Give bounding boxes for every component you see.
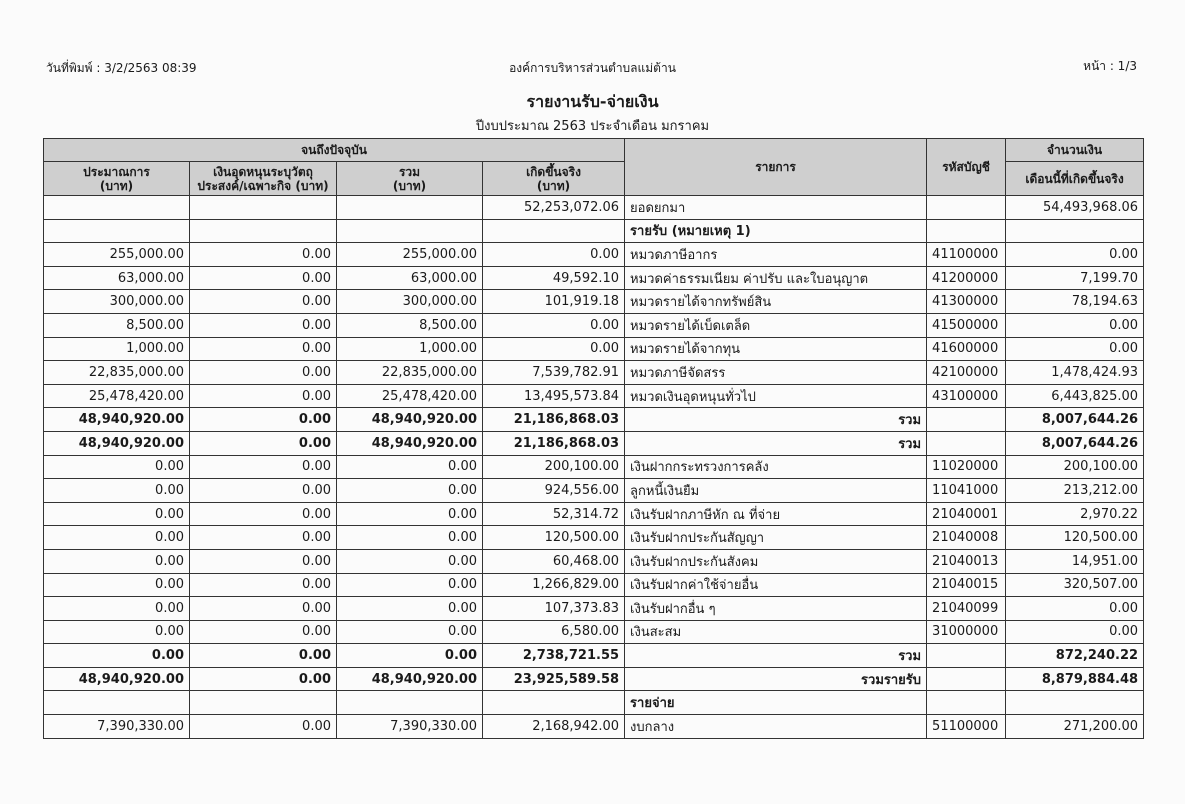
table-row	[44, 219, 1144, 243]
cell-this-month	[1006, 691, 1144, 715]
cell-estimate: 48,940,920.00	[44, 408, 190, 432]
table-row	[44, 479, 1144, 503]
cell-subsidy: 0.00	[190, 431, 337, 455]
cell-subsidy: 0.00	[190, 408, 337, 432]
cell-subsidy: 0.00	[190, 620, 337, 644]
cell-item: เงินรับฝากประกันสัญญา	[625, 526, 927, 550]
cell-this-month: 8,007,644.26	[1006, 408, 1144, 432]
print-date: วันที่พิมพ์ : 3/2/2563 08:39	[46, 61, 197, 75]
cell-actual: 120,500.00	[483, 526, 625, 550]
cell-item: รายจ่าย	[625, 691, 927, 715]
cell-actual: 0.00	[483, 337, 625, 361]
cell-account-code	[927, 667, 1006, 691]
table-row	[44, 290, 1144, 314]
cell-account-code: 41500000	[927, 313, 1006, 337]
cell-actual: 0.00	[483, 243, 625, 267]
table-row	[44, 549, 1144, 573]
cell-this-month: 200,100.00	[1006, 455, 1144, 479]
cell-actual: 49,592.10	[483, 266, 625, 290]
cell-item: หมวดภาษีจัดสรร	[625, 361, 927, 385]
cell-estimate: 48,940,920.00	[44, 431, 190, 455]
cell-item: หมวดรายได้จากทรัพย์สิน	[625, 290, 927, 314]
cell-this-month: 0.00	[1006, 313, 1144, 337]
cell-account-code: 21040013	[927, 549, 1006, 573]
table-row	[44, 431, 1144, 455]
cell-this-month: 14,951.00	[1006, 549, 1144, 573]
cell-this-month: 1,478,424.93	[1006, 361, 1144, 385]
cell-sum	[337, 196, 483, 220]
cell-subsidy: 0.00	[190, 266, 337, 290]
cell-account-code: 21040008	[927, 526, 1006, 550]
cell-subsidy: 0.00	[190, 526, 337, 550]
cell-this-month: 0.00	[1006, 337, 1144, 361]
cell-this-month: 0.00	[1006, 243, 1144, 267]
cell-subsidy: 0.00	[190, 644, 337, 668]
table-row	[44, 361, 1144, 385]
cell-actual: 60,468.00	[483, 549, 625, 573]
cell-actual: 52,314.72	[483, 502, 625, 526]
cell-estimate: 0.00	[44, 479, 190, 503]
cell-estimate: 255,000.00	[44, 243, 190, 267]
cell-subsidy: 0.00	[190, 479, 337, 503]
table-row	[44, 620, 1144, 644]
cell-subsidy	[190, 691, 337, 715]
cell-sum	[337, 691, 483, 715]
cell-account-code	[927, 196, 1006, 220]
cell-item: เงินรับฝากประกันสังคม	[625, 549, 927, 573]
cell-estimate: 1,000.00	[44, 337, 190, 361]
cell-sum: 22,835,000.00	[337, 361, 483, 385]
table-row	[44, 313, 1144, 337]
cell-this-month: 872,240.22	[1006, 644, 1144, 668]
cell-estimate: 0.00	[44, 549, 190, 573]
cell-this-month: 120,500.00	[1006, 526, 1144, 550]
cell-sum: 0.00	[337, 597, 483, 621]
table-row	[44, 455, 1144, 479]
cell-account-code: 11020000	[927, 455, 1006, 479]
cell-actual: 924,556.00	[483, 479, 625, 503]
cell-actual: 1,266,829.00	[483, 573, 625, 597]
cell-sum: 63,000.00	[337, 266, 483, 290]
cell-subsidy	[190, 219, 337, 243]
cell-this-month: 213,212.00	[1006, 479, 1144, 503]
cell-actual: 107,373.83	[483, 597, 625, 621]
cell-item: หมวดค่าธรรมเนียม ค่าปรับ และใบอนุญาต	[625, 266, 927, 290]
cell-sum: 1,000.00	[337, 337, 483, 361]
table-row	[44, 715, 1144, 739]
cell-account-code: 21040015	[927, 573, 1006, 597]
cell-subsidy: 0.00	[190, 502, 337, 526]
report-subtitle: ปีงบประมาณ 2563 ประจำเดือน มกราคม	[475, 119, 710, 134]
cell-this-month: 8,879,884.48	[1006, 667, 1144, 691]
table-row	[44, 196, 1144, 220]
cell-estimate: 0.00	[44, 526, 190, 550]
cell-estimate: 0.00	[44, 644, 190, 668]
table-row	[44, 691, 1144, 715]
report-title: รายงานรับ-จ่ายเงิน	[526, 92, 659, 111]
cell-account-code: 41600000	[927, 337, 1006, 361]
cell-account-code: 51100000	[927, 715, 1006, 739]
table-row	[44, 337, 1144, 361]
cell-actual: 52,253,072.06	[483, 196, 625, 220]
cell-account-code: 41100000	[927, 243, 1006, 267]
cell-account-code	[927, 644, 1006, 668]
cell-actual: 6,580.00	[483, 620, 625, 644]
cell-actual	[483, 691, 625, 715]
organization-name: องค์การบริหารส่วนตำบลแม่ต้าน	[509, 61, 676, 75]
table-row	[44, 667, 1144, 691]
cell-estimate: 25,478,420.00	[44, 384, 190, 408]
cell-account-code: 11041000	[927, 479, 1006, 503]
cell-subsidy	[190, 196, 337, 220]
cell-sum: 0.00	[337, 620, 483, 644]
cell-account-code	[927, 431, 1006, 455]
page-number: หน้า : 1/3	[1083, 59, 1137, 73]
cell-actual: 101,919.18	[483, 290, 625, 314]
cell-item: หมวดรายได้จากทุน	[625, 337, 927, 361]
cell-sum: 0.00	[337, 455, 483, 479]
header-actual: เกิดขึ้นจริง (บาท)	[483, 162, 625, 196]
cell-sum: 0.00	[337, 644, 483, 668]
cell-subsidy: 0.00	[190, 290, 337, 314]
table-row	[44, 644, 1144, 668]
cell-item: ยอดยกมา	[625, 196, 927, 220]
cell-sum: 8,500.00	[337, 313, 483, 337]
cell-actual: 21,186,868.03	[483, 408, 625, 432]
cell-this-month: 320,507.00	[1006, 573, 1144, 597]
cell-account-code: 21040001	[927, 502, 1006, 526]
cell-item: รวมรายรับ	[625, 667, 927, 691]
cell-estimate: 48,940,920.00	[44, 667, 190, 691]
cell-account-code: 41200000	[927, 266, 1006, 290]
cell-item: หมวดเงินอุดหนุนทั่วไป	[625, 384, 927, 408]
cell-sum: 255,000.00	[337, 243, 483, 267]
header-to-date: จนถึงปัจจุบัน	[44, 139, 625, 162]
cell-estimate: 0.00	[44, 597, 190, 621]
cell-actual: 7,539,782.91	[483, 361, 625, 385]
cell-estimate: 0.00	[44, 502, 190, 526]
cell-subsidy: 0.00	[190, 313, 337, 337]
cell-subsidy: 0.00	[190, 667, 337, 691]
cell-actual	[483, 219, 625, 243]
cell-sum: 48,940,920.00	[337, 431, 483, 455]
cell-item: ลูกหนี้เงินยืม	[625, 479, 927, 503]
header-sum: รวม (บาท)	[337, 162, 483, 196]
cell-item: รวม	[625, 408, 927, 432]
cell-item: เงินฝากกระทรวงการคลัง	[625, 455, 927, 479]
cell-actual: 21,186,868.03	[483, 431, 625, 455]
cell-actual: 0.00	[483, 313, 625, 337]
cell-sum: 48,940,920.00	[337, 667, 483, 691]
cell-this-month: 7,199.70	[1006, 266, 1144, 290]
cell-item: รวม	[625, 431, 927, 455]
cell-actual: 2,738,721.55	[483, 644, 625, 668]
cell-item: งบกลาง	[625, 715, 927, 739]
table-row	[44, 502, 1144, 526]
table-row	[44, 408, 1144, 432]
cell-account-code: 41300000	[927, 290, 1006, 314]
cell-item: หมวดภาษีอากร	[625, 243, 927, 267]
cell-estimate: 63,000.00	[44, 266, 190, 290]
cell-this-month: 271,200.00	[1006, 715, 1144, 739]
cell-sum: 48,940,920.00	[337, 408, 483, 432]
cell-this-month: 0.00	[1006, 620, 1144, 644]
cell-account-code: 21040099	[927, 597, 1006, 621]
header-estimate: ประมาณการ (บาท)	[44, 162, 190, 196]
cell-account-code	[927, 219, 1006, 243]
cell-this-month: 78,194.63	[1006, 290, 1144, 314]
header-subsidy: เงินอุดหนุนระบุวัตถุ ประสงค์/เฉพาะกิจ (บาท)	[190, 162, 337, 196]
cell-subsidy: 0.00	[190, 715, 337, 739]
cell-estimate: 0.00	[44, 620, 190, 644]
cell-estimate: 0.00	[44, 573, 190, 597]
table-row	[44, 266, 1144, 290]
cell-account-code	[927, 408, 1006, 432]
cell-this-month: 54,493,968.06	[1006, 196, 1144, 220]
cell-this-month: 6,443,825.00	[1006, 384, 1144, 408]
cell-actual: 23,925,589.58	[483, 667, 625, 691]
table-row	[44, 384, 1144, 408]
cell-this-month: 0.00	[1006, 597, 1144, 621]
header-account-code: รหัสบัญชี	[927, 139, 1006, 196]
header-item: รายการ	[625, 139, 927, 196]
cell-item: เงินรับฝากค่าใช้จ่ายอื่น	[625, 573, 927, 597]
cell-estimate: 7,390,330.00	[44, 715, 190, 739]
cell-account-code	[927, 691, 1006, 715]
cell-this-month: 2,970.22	[1006, 502, 1144, 526]
cell-subsidy: 0.00	[190, 455, 337, 479]
table-body	[44, 196, 1144, 739]
header-this-month: เดือนนี้ที่เกิดขึ้นจริง	[1006, 162, 1144, 196]
cell-item: เงินรับฝากภาษีหัก ณ ที่จ่าย	[625, 502, 927, 526]
cell-estimate	[44, 691, 190, 715]
cell-sum: 0.00	[337, 526, 483, 550]
table-row	[44, 573, 1144, 597]
cell-item: เงินรับฝากอื่น ๆ	[625, 597, 927, 621]
cell-sum: 7,390,330.00	[337, 715, 483, 739]
cell-item: หมวดรายได้เบ็ดเตล็ด	[625, 313, 927, 337]
cell-actual: 200,100.00	[483, 455, 625, 479]
cell-actual: 2,168,942.00	[483, 715, 625, 739]
cell-account-code: 43100000	[927, 384, 1006, 408]
cell-subsidy: 0.00	[190, 243, 337, 267]
cell-sum: 0.00	[337, 502, 483, 526]
cell-subsidy: 0.00	[190, 573, 337, 597]
cell-item: รายรับ (หมายเหตุ 1)	[625, 219, 927, 243]
cell-item: รวม	[625, 644, 927, 668]
cell-account-code: 42100000	[927, 361, 1006, 385]
cell-subsidy: 0.00	[190, 384, 337, 408]
cell-sum: 0.00	[337, 549, 483, 573]
cell-estimate	[44, 196, 190, 220]
cell-sum: 0.00	[337, 479, 483, 503]
table-row	[44, 597, 1144, 621]
cell-actual: 13,495,573.84	[483, 384, 625, 408]
table-row	[44, 526, 1144, 550]
cell-this-month: 8,007,644.26	[1006, 431, 1144, 455]
cell-estimate: 22,835,000.00	[44, 361, 190, 385]
cell-sum: 0.00	[337, 573, 483, 597]
cell-subsidy: 0.00	[190, 361, 337, 385]
cell-estimate	[44, 219, 190, 243]
header-amount: จำนวนเงิน	[1006, 139, 1144, 162]
cell-sum	[337, 219, 483, 243]
cell-subsidy: 0.00	[190, 597, 337, 621]
cell-account-code: 31000000	[927, 620, 1006, 644]
table-row	[44, 243, 1144, 267]
cell-this-month	[1006, 219, 1144, 243]
cell-estimate: 8,500.00	[44, 313, 190, 337]
cell-estimate: 0.00	[44, 455, 190, 479]
cell-sum: 25,478,420.00	[337, 384, 483, 408]
receipt-expense-table	[43, 138, 1144, 739]
cell-estimate: 300,000.00	[44, 290, 190, 314]
cell-item: เงินสะสม	[625, 620, 927, 644]
cell-sum: 300,000.00	[337, 290, 483, 314]
cell-subsidy: 0.00	[190, 549, 337, 573]
cell-subsidy: 0.00	[190, 337, 337, 361]
